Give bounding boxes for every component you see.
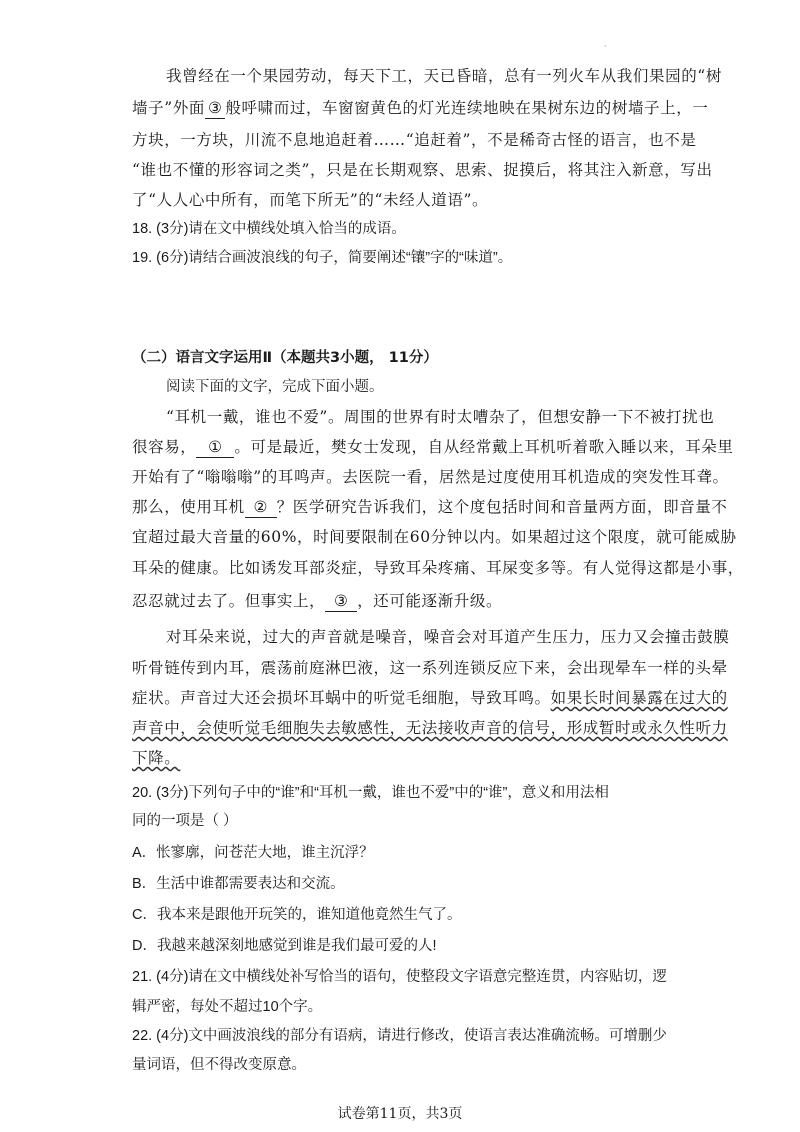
passage2-line: 很容易， ① 。可是最近，樊女士发现，自从经常戴上耳机听着歌入睡以来，耳朵里 [132,438,734,456]
passage2-line: 耳朵的健康。比如诱发耳部炎症，导致耳朵疼痛、耳屎变多等。有人觉得这都是小事， [132,559,744,577]
question-22-cont: 量词语，但不得改变原意。 [132,1057,306,1073]
question-21: 21. (4分)请在文中横线处补写恰当的语句，使整段文字语意完整连贯，内容贴切，逻 [132,969,667,985]
blank-2: ② [245,497,277,518]
section-instruction: 阅读下面的文字，完成下面小题。 [166,379,384,395]
blank-3: ③ [205,98,226,119]
question-22: 22. (4分)文中画波浪线的部分有语病，请进行修改，使语言表达准确流畅。可增删少 [132,1028,667,1044]
question-20-cont: 同的一项是（ ） [132,813,238,829]
option-c: C．我本来是跟他开玩笑的，谁知道他竟然生气了。 [132,907,462,923]
passage2-line: 对耳朵来说，过大的声音就是噪音，噪音会对耳道产生压力，压力又会撞击鼓膜 [166,628,730,646]
question-18: 18. (3分)请在文中横线处填入恰当的成语。 [132,221,406,237]
question-20: 20. (3分)下列句子中的“谁”和“耳机一戴，谁也不爱”中的“谁”，意义和用法相 [132,785,609,801]
option-b: B．生活中谁都需要表达和交流。 [132,876,345,892]
wavy-underlined-text: 下降。 [132,749,181,767]
passage2-line: 宜超过最大音量的60%，时间要限制在60分钟以内。如果超过这个限度，就可能威胁 [132,528,737,546]
passage2-line: 忍忍就过去了。但事实上， ③ ，还可能逐渐升级。 [132,592,503,610]
passage1-line: “谁也不懂的形容词之类”，只是在长期观察、思索、捉摸后，将其注入新意，写出 [132,161,713,179]
scan-mark: · [604,42,607,51]
blank-1: ① [196,437,234,458]
option-d: D．我越来越深刻地感觉到谁是我们最可爱的人! [132,938,437,954]
question-19: 19. (6分)请结合画波浪线的句子，简要阐述“镶”字的“味道”。 [132,250,513,266]
wavy-underlined-text: 如果长时间暴露在过大的 [550,689,728,707]
passage2-line: 那么，使用耳机 ② ？医学研究告诉我们，这个度包括时间和音量两方面，即音量不 [132,498,728,516]
passage2-line: 听骨链传到内耳，震荡前庭淋巴液，这一系列连锁反应下来，会出现晕车一样的头晕 [132,659,728,677]
passage2-line [132,748,672,772]
question-21-cont: 辑严密，每处不超过10个字。 [132,999,323,1015]
option-a: A．怅寥廓，问苍茫大地，谁主沉浮？ [132,845,374,861]
passage1-line: 方块，一方块，川流不息地追赶着……“追赶着”，不是稀奇古怪的语言，也不是 [132,131,697,149]
section-heading: （二）语言文字运用Ⅱ（本题共3小题， 11分） [132,350,438,366]
wavy-underlined-text: 声音中，会使听觉毛细胞失去敏感性，无法接收声音的信号，形成暂时或永久性听力 [132,719,728,737]
passage2-line: “耳机一戴，谁也不爱”。周围的世界有时太嘈杂了，但想安静一下不被打扰也 [166,408,715,426]
passage1-line: 我曾经在一个果园劳动，每天下工，天已昏暗，总有一列火车从我们果园的“树 [166,67,722,85]
passage1-line: 墙子”外面 ③ 般呼啸而过，车窗窗黄色的灯光连续地映在果树东边的树墙子上，一 [132,99,709,117]
passage1-line: 了“人人心中所有，而笔下所无”的“未经人道语”。 [132,191,489,209]
blank-3: ③ [325,591,357,612]
page-footer: 试卷第11页，共3页 [337,1106,463,1122]
passage2-line: 开始有了“嗡嗡嗡”的耳鸣声。去医院一看，居然是过度使用耳机造成的突发性耳聋。 [132,468,729,486]
passage2-line: 症状。声音过大还会损坏耳蜗中的听觉毛细胞，导致耳鸣。如果长时间暴露在过大的 [132,689,728,707]
